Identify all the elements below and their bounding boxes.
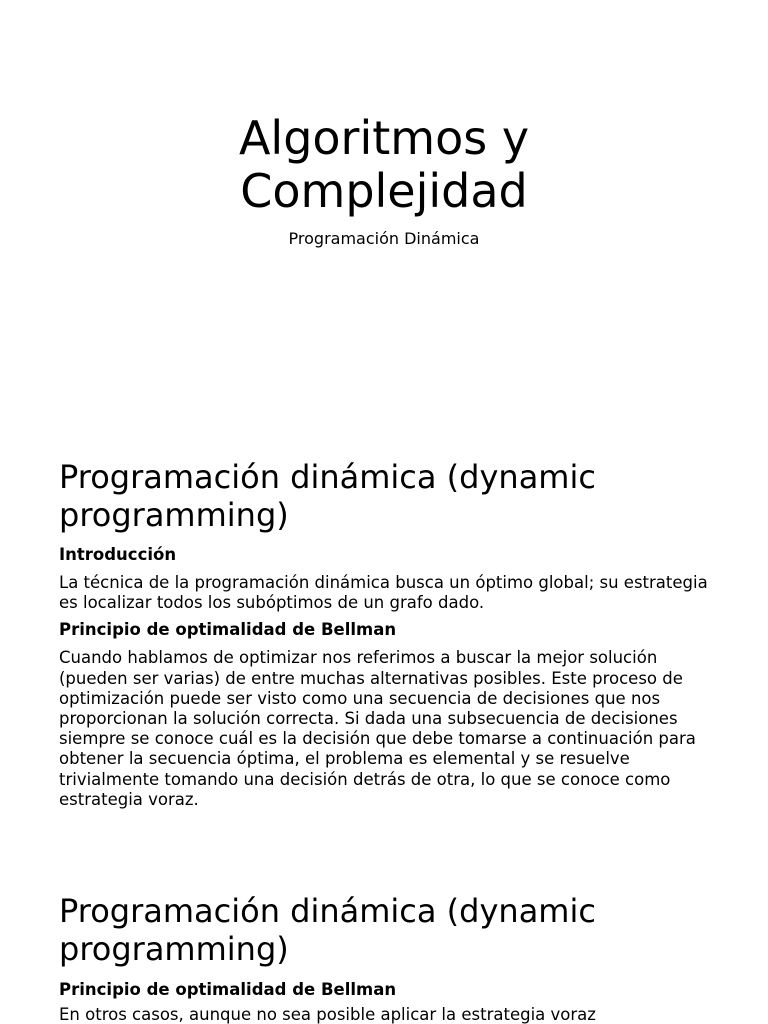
slide-heading-line-2: programming) (59, 930, 289, 968)
section-label-bellman: Principio de optimalidad de Bellman (59, 620, 397, 640)
section-label-introduction: Introducción (59, 545, 177, 564)
slide-heading (59, 892, 719, 968)
slide-heading-line-1: Programación dinámica (dynamic (59, 458, 596, 496)
slide-heading-line-2: programming) (59, 496, 289, 534)
bellman-paragraph: Cuando hablamos de optimizar nos referimos a buscar la mejor solución (pueden ser varias) de entre muchas alternativas posibles. Este proceso de optimización puede ser visto como una secuencia de decisiones que nos proporcionan la solución correcta. Si dada una subsecuencia de decisiones siempre se conoce cuál es la decisión que debe tomarse a continuación para obtener la secuencia óptima, el problema es elemental y se resuelve trivialmente tomando una decisión detrás de otra, lo que se conoce como estrategia voraz. (59, 648, 696, 809)
slide-heading (59, 458, 719, 534)
document-title-line-2: Complejidad (240, 164, 528, 218)
slide-heading-line-1: Programación dinámica (dynamic (59, 892, 596, 930)
section-label-bellman: Principio de optimalidad de Bellman (59, 980, 397, 999)
bellman-paragraph-continued: En otros casos, aunque no sea posible aplicar la estrategia voraz (59, 1005, 596, 1024)
document-title-line-1: Algoritmos y (238, 111, 530, 165)
slide-dynamic-programming-bellman (59, 892, 719, 1024)
introduction-paragraph: La técnica de la programación dinámica busca un óptimo global; su estrategia es localizar todos los subóptimos de un grafo dado. (59, 573, 708, 613)
document-title (0, 112, 768, 218)
title-slide (0, 0, 768, 420)
slide-dynamic-programming-intro (59, 458, 719, 810)
document-subtitle: Programación Dinámica (288, 229, 480, 248)
